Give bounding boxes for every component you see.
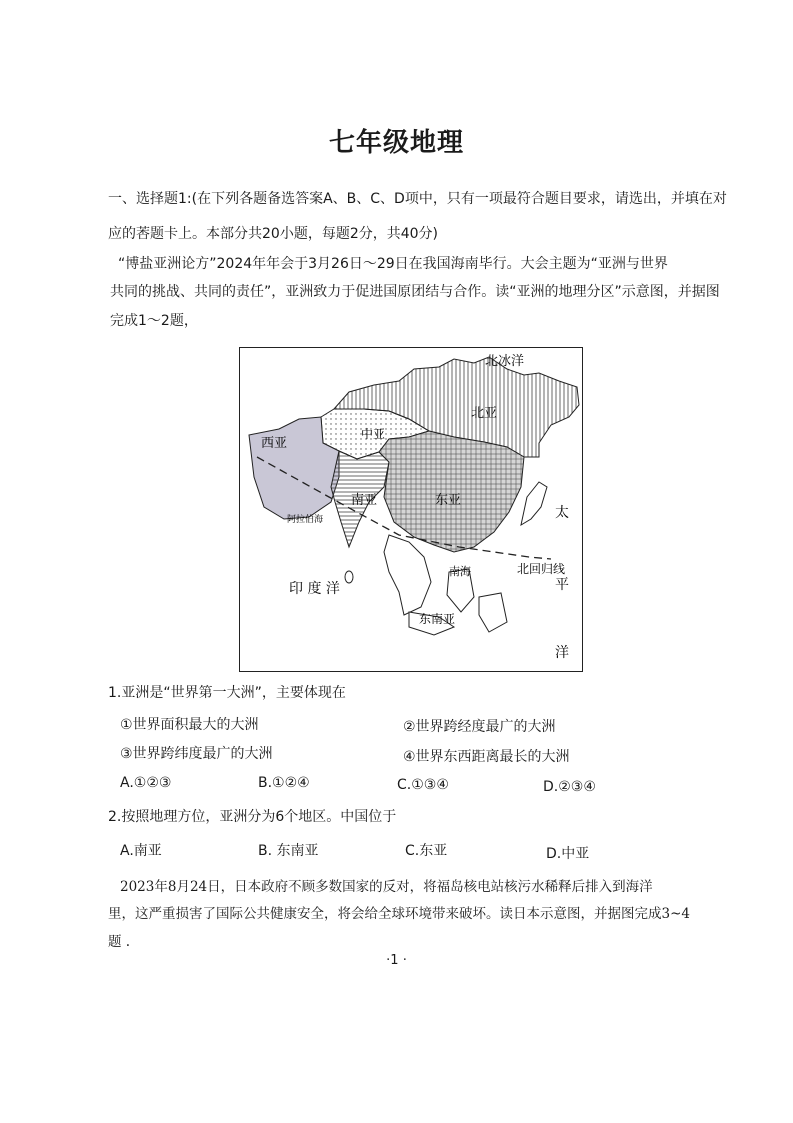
label-south-asia: 南亚 [351, 493, 378, 508]
q1-option-c[interactable]: C.①③④ [397, 777, 449, 793]
label-arctic-ocean: 北冰洋 [485, 354, 525, 369]
asia-regions-map [239, 347, 583, 672]
page-number: ·1 · [386, 953, 407, 968]
intro2-line1: 2023年8月24日，日本政府不顾多数国家的反对，将福岛核电站核污水稀释后排入到海洋 [120, 879, 653, 895]
intro1-line1: “博盐亚洲论方”2024年年会于3月26日～29日在我国海南毕行。大会主题为“亚洲与世界 [118, 256, 668, 272]
q1-option-d[interactable]: D.②③④ [543, 779, 596, 795]
q1-stem: 1.亚洲是“世界第一大洲”，主要体现在 [108, 685, 346, 701]
intro2-line3: 题 . [108, 934, 131, 950]
q1-option-b[interactable]: B.①②④ [258, 775, 310, 791]
label-arabian-sea: 阿拉伯海 [287, 515, 324, 525]
label-north-asia: 北亚 [471, 406, 498, 421]
label-south-sea: 南海 [449, 565, 471, 578]
q2-stem: 2.按照地理方位，亚洲分为6个地区。中国位于 [108, 809, 397, 825]
section-instruction-line2: 应的莕题卡上。本部分共20小题，每题2分，共40分) [108, 226, 438, 242]
q1-statement-4: ④世界东西距离最长的大洲 [403, 749, 570, 765]
page-title: 七年级地理 [328, 128, 464, 158]
label-pacific-2: 平 [555, 577, 569, 593]
intro1-line2: 共同的挑战、共同的责任”，亚洲致力于促进国原团结与合作。读“亚洲的地理分区”示意图，并据图 [110, 284, 720, 300]
label-pacific-1: 太 [555, 505, 569, 521]
q2-option-a[interactable]: A.南亚 [120, 843, 162, 859]
q1-statement-3: ③世界跨纬度最广的大洲 [120, 746, 273, 762]
label-pacific-3: 洋 [555, 645, 569, 661]
intro1-line3: 完成1～2题， [110, 313, 198, 329]
q2-option-b[interactable]: B. 东南亚 [258, 843, 319, 859]
label-west-asia: 西亚 [261, 436, 288, 451]
sri-lanka [345, 571, 353, 583]
q2-option-c[interactable]: C.东亚 [405, 843, 448, 859]
q2-option-d[interactable]: D.中亚 [546, 846, 590, 862]
q1-statement-2: ②世界跨经度最广的大洲 [403, 719, 556, 735]
label-central-asia: 中亚 [361, 427, 386, 441]
q1-option-a[interactable]: A.①②③ [120, 775, 172, 791]
intro2-line2: 里，这严重损害了国际公共健康安全，将会给全球环境带来破坏。读日本示意图，并据图完成3~4 [108, 906, 690, 922]
label-east-asia: 东亚 [435, 493, 462, 508]
section-instruction-line1: 一、选择题1:(在下列各题备选答案A、B、C、D项中，只有一项最符合题目要求，请选出，并填在对 [108, 191, 727, 207]
label-tropic-of-cancer: 北回归线 [517, 562, 566, 576]
label-indian-ocean: 印 度 洋 [289, 581, 340, 597]
q1-statement-1: ①世界面积最大的大洲 [120, 717, 259, 733]
label-southeast-asia: 东南亚 [419, 612, 456, 626]
